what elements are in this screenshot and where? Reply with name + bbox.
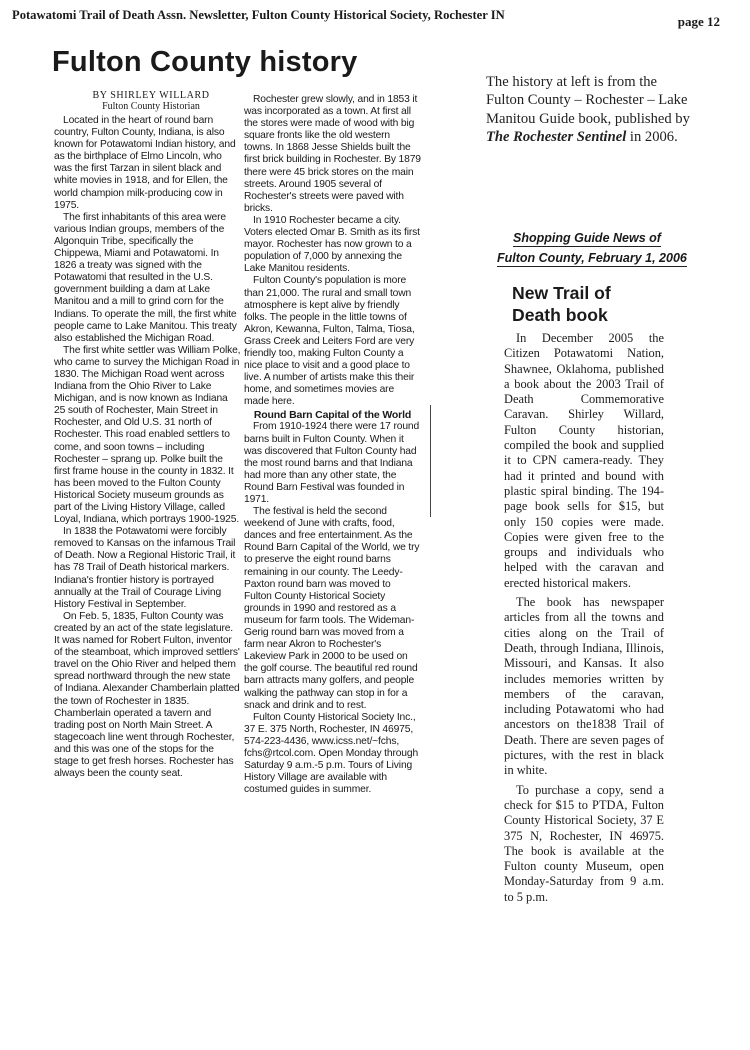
byline-role: Fulton County Historian	[102, 101, 200, 112]
paragraph: Rochester grew slowly, and in 1853 it was incorporated as a town. At first all the stores were made of wood with big square fronts like the old western towns. In 1868 Jesse Shields built the first brick building in Rochester. By 1879 there were 45 brick stores on the main streets. Around 1905 several of Rochester's streets were paved with bricks.	[244, 94, 421, 214]
byline	[66, 90, 236, 112]
source-citation-line1: Shopping Guide News of	[513, 231, 661, 245]
source-citation-line2: Fulton County, February 1, 2006	[497, 251, 687, 265]
paragraph: To purchase a copy, send a check for $15 to PTDA, Fulton County Historical Society, 37 E 375 N, Rochester, IN 46975. The book is available at the Fulton county Museum, open Monday-Saturday from 9 a.m. to 5 p.m.	[504, 782, 664, 904]
paragraph: In 1838 the Potawatomi were forcibly removed to Kansas on the infamous Trail of Death. Now a Regional Historic Trail, it has 78 Trail of Death historical markers. Indiana's frontier history is portrayed annually at the Trail of Courage Living History Festival in September.	[54, 526, 236, 610]
section-subhead: Round Barn Capital of the World	[253, 409, 412, 422]
publisher-name: The Rochester Sentinel	[486, 128, 627, 145]
paragraph: The first inhabitants of this area were various Indian groups, members of the Algonquin Tribe, specifically the Chippewa, Miami and Potawatomi. In 1826 a treaty was signed with the Potawatomi that resulted in the U.S. government building a dam at Lake Manitou and a mill to grind corn for the Indians. To operate the mill, the first white people came to Lake Manitou. This treaty also established the Michigan Road.	[54, 211, 237, 344]
paragraph: The book has newspaper articles from all the towns and cities along on the Trail of Death, through Indiana, Illinois, Missouri, and Kansas. It also includes memories written by members of the caravan, including Potawatomi who had ancestors on the1838 Trail of Death. There are seven pages of pictures, with the rest in black in white.	[504, 595, 664, 778]
news-title-text: New Trail of Death book	[512, 283, 611, 325]
paragraph: Fulton County's population is more than 21,000. The rural and small town atmosphere is kept alive by friendly folks. The people in the little towns of Akron, Kewanna, Fulton, Talma, Tiosa, Grass Creek and Leiters Ford are very friendly too, making Fulton County a nice place to visit and a good place to live. A number of artists make this their home, and sometimes movies are made here.	[244, 275, 415, 408]
source-note-end: in 2006.	[629, 128, 678, 145]
source-citation	[497, 228, 713, 268]
paragraph: Located in the heart of round barn country, Fulton County, Indiana, is also known for Potawatomi Indian history, and as the birthplace of Elmo Lincoln, who was the first Tarzan in silent black and white movies in 1918, and for Ellen, the world champion milk-producing cow in 1975.	[54, 115, 236, 211]
page-number: page 12	[677, 14, 720, 29]
paragraph: In 1910 Rochester became a city. Voters elected Omar B. Smith as its first mayor. Rochester has now grown to a population of 7,000 by annexing the Lake Manitou residents.	[244, 214, 420, 275]
column-divider	[430, 405, 431, 517]
article-column-1	[54, 115, 241, 780]
paragraph: From 1910-1924 there were 17 round barns built in Fulton County. When it was discovered that Fulton County had the most round barns and that Indiana had more than any other state, the Round Barn Festival was founded in 1971.	[244, 421, 420, 505]
paragraph: In December 2005 the Citizen Potawatomi Nation, Shawnee, Oklahoma, published a book about the 2003 Trail of Death Commemorative Caravan. Shirley Willard, Fulton County historian, compiled the book and supplied it to CPN camera-ready. They had it printed and bound with plastic spiral binding. The 194-page book sells for $15, but only 150 copies were made. Copies were given free to the groups and individuals who helped with the caravan and erected historical makers.	[504, 331, 664, 590]
news-article	[504, 331, 664, 909]
article-column-2	[244, 94, 421, 796]
paragraph: On Feb. 5, 1835, Fulton County was created by an act of the state legislature. It was named for Robert Fulton, inventor of the steamboat, which improved settlers' travel on the Ohio River and helped them spread northward through the new state of Indiana. Alexander Chamberlain platted the town of Rochester in 1835. Chamberlain operated a tavern and trading post on North Main Street. A stagecoach line went through Rochester, and this was one of the stops for the stage to get fresh horses. Rochester has always been the county seat.	[54, 610, 240, 780]
source-note-text: The history at left is from the Fulton County – Rochester – Lake Manitou Guide book, published by	[486, 74, 690, 127]
paragraph: The festival is held the second weekend of June with crafts, food, dances and free entertainment. As the Round Barn Capital of the World, we try to preserve the eight round barns remaining in our county. The Leedy-Paxton round barn was moved to Fulton County Historical Society grounds in 1990 and restored as a museum for farm tools. The Wideman-Gerig round barn was moved from a farm near Akron to Rochester's Lakeview Park in 2000 to be used on the golf course. The beautiful red round barn attracts many golfers, and people walking the pathway can stop in for a snack and drink and to rest.	[244, 506, 420, 711]
paragraph: Fulton County Historical Society Inc., 37 E. 375 North, Rochester, IN 46975, 574-223-4436, www.icss.net/~fchs, fchs@rtcol.com. Open Monday through Saturday 9 a.m.-5 p.m. Tours of Living History Village are available with costumed guides in summer.	[244, 711, 419, 796]
newsletter-masthead: Potawatomi Trail of Death Assn. Newsletter, Fulton County Historical Society, Rochester IN	[12, 8, 505, 22]
article-title: Fulton County history	[52, 46, 358, 78]
paragraph: The first white settler was William Polke, who came to survey the Michigan Road in 1830. The Michigan Road went across Indiana from the Ohio River to Lake Michigan, and is now known as Indiana 25 south of Rochester, Main Street in Rochester, and Old U.S. 31 north of Rochester. This road enabled settlers to come, and soon towns – including Rochester – sprang up. Polke built the first frame house in the county in 1832. It has been moved to the Fulton County Historical Society museum grounds as part of the Living History Village, called Loyal, Indiana, which portrays 1900-1925.	[54, 344, 241, 526]
news-title	[512, 282, 632, 326]
source-note	[486, 73, 698, 146]
byline-author: BY SHIRLEY WILLARD	[92, 90, 210, 101]
